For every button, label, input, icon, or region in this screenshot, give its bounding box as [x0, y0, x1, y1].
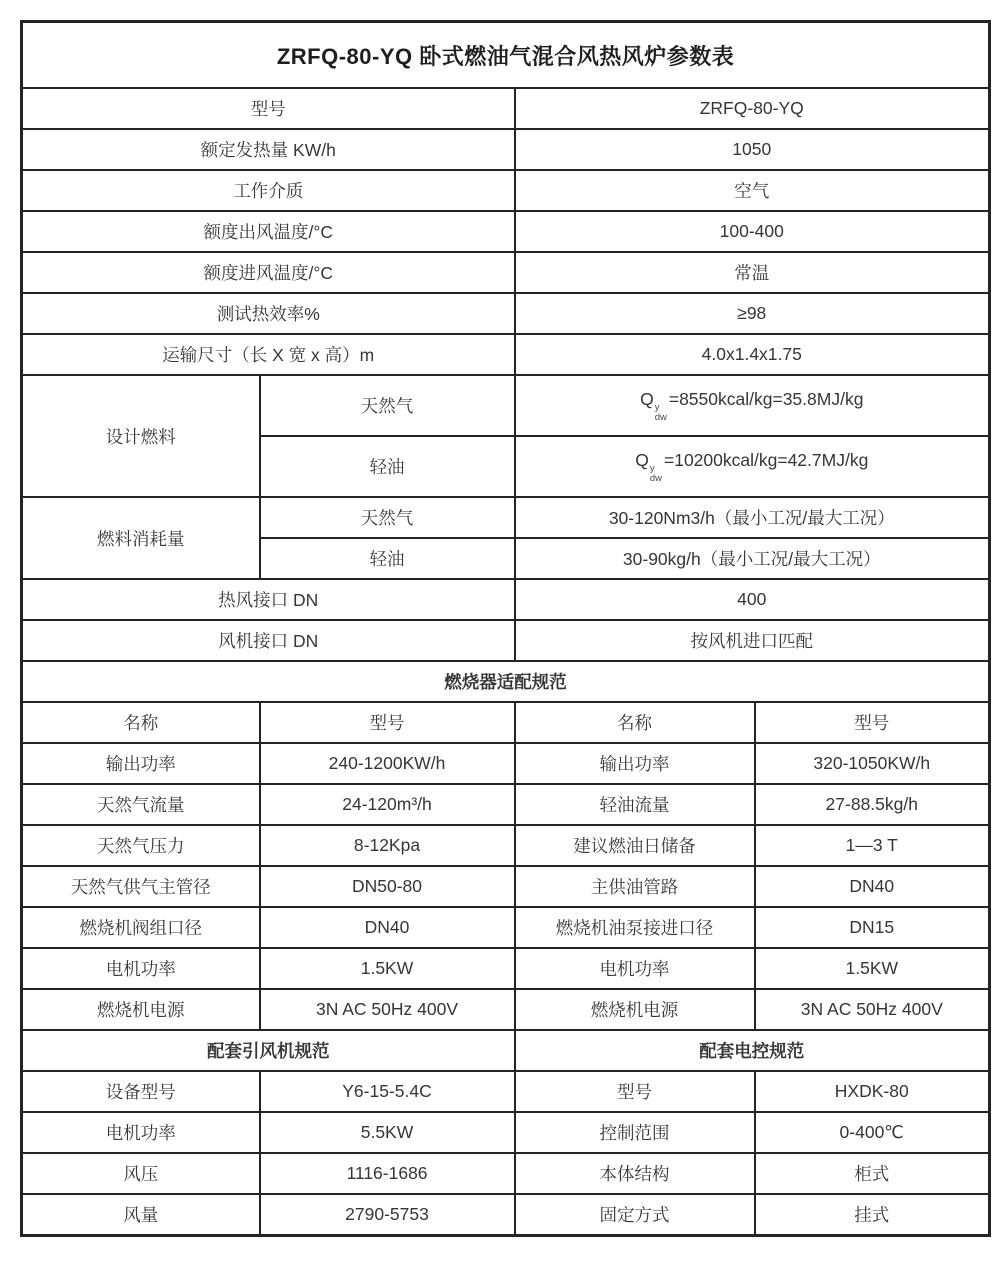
spec-value: ZRFQ-80-YQ: [515, 88, 990, 129]
accessory-cell: 风压: [22, 1153, 260, 1194]
burner-cell: 天然气供气主管径: [22, 866, 260, 907]
accessory-cell: 柜式: [755, 1153, 990, 1194]
burner-section-header-row: [22, 661, 990, 702]
design-fuel-row-gas: [22, 375, 990, 436]
accessory-cell: 电机功率: [22, 1112, 260, 1153]
q-subscript: dw: [649, 472, 662, 484]
fuel-consumption-group-label: 燃料消耗量: [22, 497, 260, 579]
table-title: ZRFQ-80-YQ 卧式燃油气混合风热风炉参数表: [22, 22, 990, 89]
burner-cell: 240-1200KW/h: [260, 743, 515, 784]
spec-row-inlet-temp: [22, 252, 990, 293]
accessory-cell: 型号: [515, 1071, 755, 1112]
spec-value: 4.0x1.4x1.75: [515, 334, 990, 375]
column-header: 型号: [755, 702, 990, 743]
spec-value: 100-400: [515, 211, 990, 252]
burner-cell: DN40: [755, 866, 990, 907]
burner-column-header-row: [22, 702, 990, 743]
accessory-row-pressure: [22, 1153, 990, 1194]
burner-cell: 建议燃油日储备: [515, 825, 755, 866]
burner-cell: 1.5KW: [260, 948, 515, 989]
burner-cell: 主供油管路: [515, 866, 755, 907]
fuel-type-label: 天然气: [260, 497, 515, 538]
spec-label: 运输尺寸（长 X 宽 x 高）m: [22, 334, 515, 375]
spec-label: 型号: [22, 88, 515, 129]
burner-cell: 1—3 T: [755, 825, 990, 866]
spec-value: 按风机进口匹配: [515, 620, 990, 661]
burner-cell: 输出功率: [22, 743, 260, 784]
burner-cell: 8-12Kpa: [260, 825, 515, 866]
spec-row-transport-size: [22, 334, 990, 375]
spec-value: 400: [515, 579, 990, 620]
fuel-type-label: 轻油: [260, 538, 515, 579]
burner-row-power-supply: [22, 989, 990, 1030]
burner-row-pressure: [22, 825, 990, 866]
spec-label: 额定发热量 KW/h: [22, 129, 515, 170]
spec-row-model: [22, 88, 990, 129]
burner-cell: 天然气流量: [22, 784, 260, 825]
fuel-type-label: 天然气: [260, 375, 515, 436]
q-superscript: y: [654, 402, 660, 413]
spec-row-hot-air-port: [22, 579, 990, 620]
burner-cell: 27-88.5kg/h: [755, 784, 990, 825]
spec-label: 风机接口 DN: [22, 620, 515, 661]
accessory-row-model: [22, 1071, 990, 1112]
spec-row-medium: [22, 170, 990, 211]
accessory-section-header-row: [22, 1030, 990, 1071]
spec-value: 空气: [515, 170, 990, 211]
column-header: 名称: [515, 702, 755, 743]
spec-value: ≥98: [515, 293, 990, 334]
spec-label: 额度进风温度/°C: [22, 252, 515, 293]
accessory-cell: 1116-1686: [260, 1153, 515, 1194]
spec-label: 测试热效率%: [22, 293, 515, 334]
q-supsub: [650, 464, 662, 483]
spec-value: 1050: [515, 129, 990, 170]
spec-label: 额度出风温度/°C: [22, 211, 515, 252]
fuel-consumption-value: 30-120Nm3/h（最小工况/最大工况）: [515, 497, 990, 538]
fan-section-title: 配套引风机规范: [22, 1030, 515, 1071]
accessory-cell: HXDK-80: [755, 1071, 990, 1112]
burner-cell: 输出功率: [515, 743, 755, 784]
burner-row-power: [22, 743, 990, 784]
q-value-text: =10200kcal/kg=42.7MJ/kg: [664, 450, 869, 470]
fuel-consumption-row-gas: [22, 497, 990, 538]
q-supsub: [655, 403, 667, 422]
accessory-cell: Y6-15-5.4C: [260, 1071, 515, 1112]
burner-cell: 燃烧机油泵接进口径: [515, 907, 755, 948]
column-header: 名称: [22, 702, 260, 743]
column-header: 型号: [260, 702, 515, 743]
accessory-cell: 挂式: [755, 1194, 990, 1235]
q-symbol: Q: [635, 450, 649, 470]
control-section-title: 配套电控规范: [515, 1030, 990, 1071]
spec-row-efficiency: [22, 293, 990, 334]
q-value-text: =8550kcal/kg=35.8MJ/kg: [668, 389, 864, 409]
spec-label: 热风接口 DN: [22, 579, 515, 620]
burner-cell: 3N AC 50Hz 400V: [755, 989, 990, 1030]
burner-row-main-pipe: [22, 866, 990, 907]
burner-cell: 3N AC 50Hz 400V: [260, 989, 515, 1030]
burner-row-motor: [22, 948, 990, 989]
accessory-cell: 风量: [22, 1194, 260, 1235]
design-fuel-group-label: 设计燃料: [22, 375, 260, 497]
burner-cell: DN50-80: [260, 866, 515, 907]
burner-cell: 24-120m³/h: [260, 784, 515, 825]
burner-cell: 1.5KW: [755, 948, 990, 989]
burner-cell: 燃烧机电源: [515, 989, 755, 1030]
burner-cell: 电机功率: [22, 948, 260, 989]
burner-cell: 燃烧机电源: [22, 989, 260, 1030]
accessory-cell: 0-400℃: [755, 1112, 990, 1153]
spec-value: 常温: [515, 252, 990, 293]
accessory-cell: 本体结构: [515, 1153, 755, 1194]
spec-row-fan-port: [22, 620, 990, 661]
accessory-cell: 固定方式: [515, 1194, 755, 1235]
burner-section-title: 燃烧器适配规范: [22, 661, 990, 702]
burner-cell: 电机功率: [515, 948, 755, 989]
spec-row-heat-output: [22, 129, 990, 170]
q-superscript: y: [649, 463, 655, 474]
q-symbol: Q: [640, 389, 654, 409]
spec-row-outlet-temp: [22, 211, 990, 252]
fuel-heat-value: [515, 436, 990, 497]
fuel-type-label: 轻油: [260, 436, 515, 497]
burner-row-valve: [22, 907, 990, 948]
fuel-consumption-value: 30-90kg/h（最小工况/最大工况）: [515, 538, 990, 579]
burner-cell: 320-1050KW/h: [755, 743, 990, 784]
burner-cell: 天然气压力: [22, 825, 260, 866]
burner-cell: 燃烧机阀组口径: [22, 907, 260, 948]
burner-cell: DN40: [260, 907, 515, 948]
parameter-table: [20, 20, 991, 1237]
accessory-cell: 5.5KW: [260, 1112, 515, 1153]
spec-label: 工作介质: [22, 170, 515, 211]
accessory-cell: 2790-5753: [260, 1194, 515, 1235]
accessory-cell: 设备型号: [22, 1071, 260, 1112]
burner-cell: 轻油流量: [515, 784, 755, 825]
burner-cell: DN15: [755, 907, 990, 948]
accessory-row-motor: [22, 1112, 990, 1153]
table-title-row: [22, 22, 990, 89]
burner-row-flow: [22, 784, 990, 825]
q-subscript: dw: [654, 411, 667, 423]
fuel-heat-value: [515, 375, 990, 436]
accessory-cell: 控制范围: [515, 1112, 755, 1153]
accessory-row-volume: [22, 1194, 990, 1235]
